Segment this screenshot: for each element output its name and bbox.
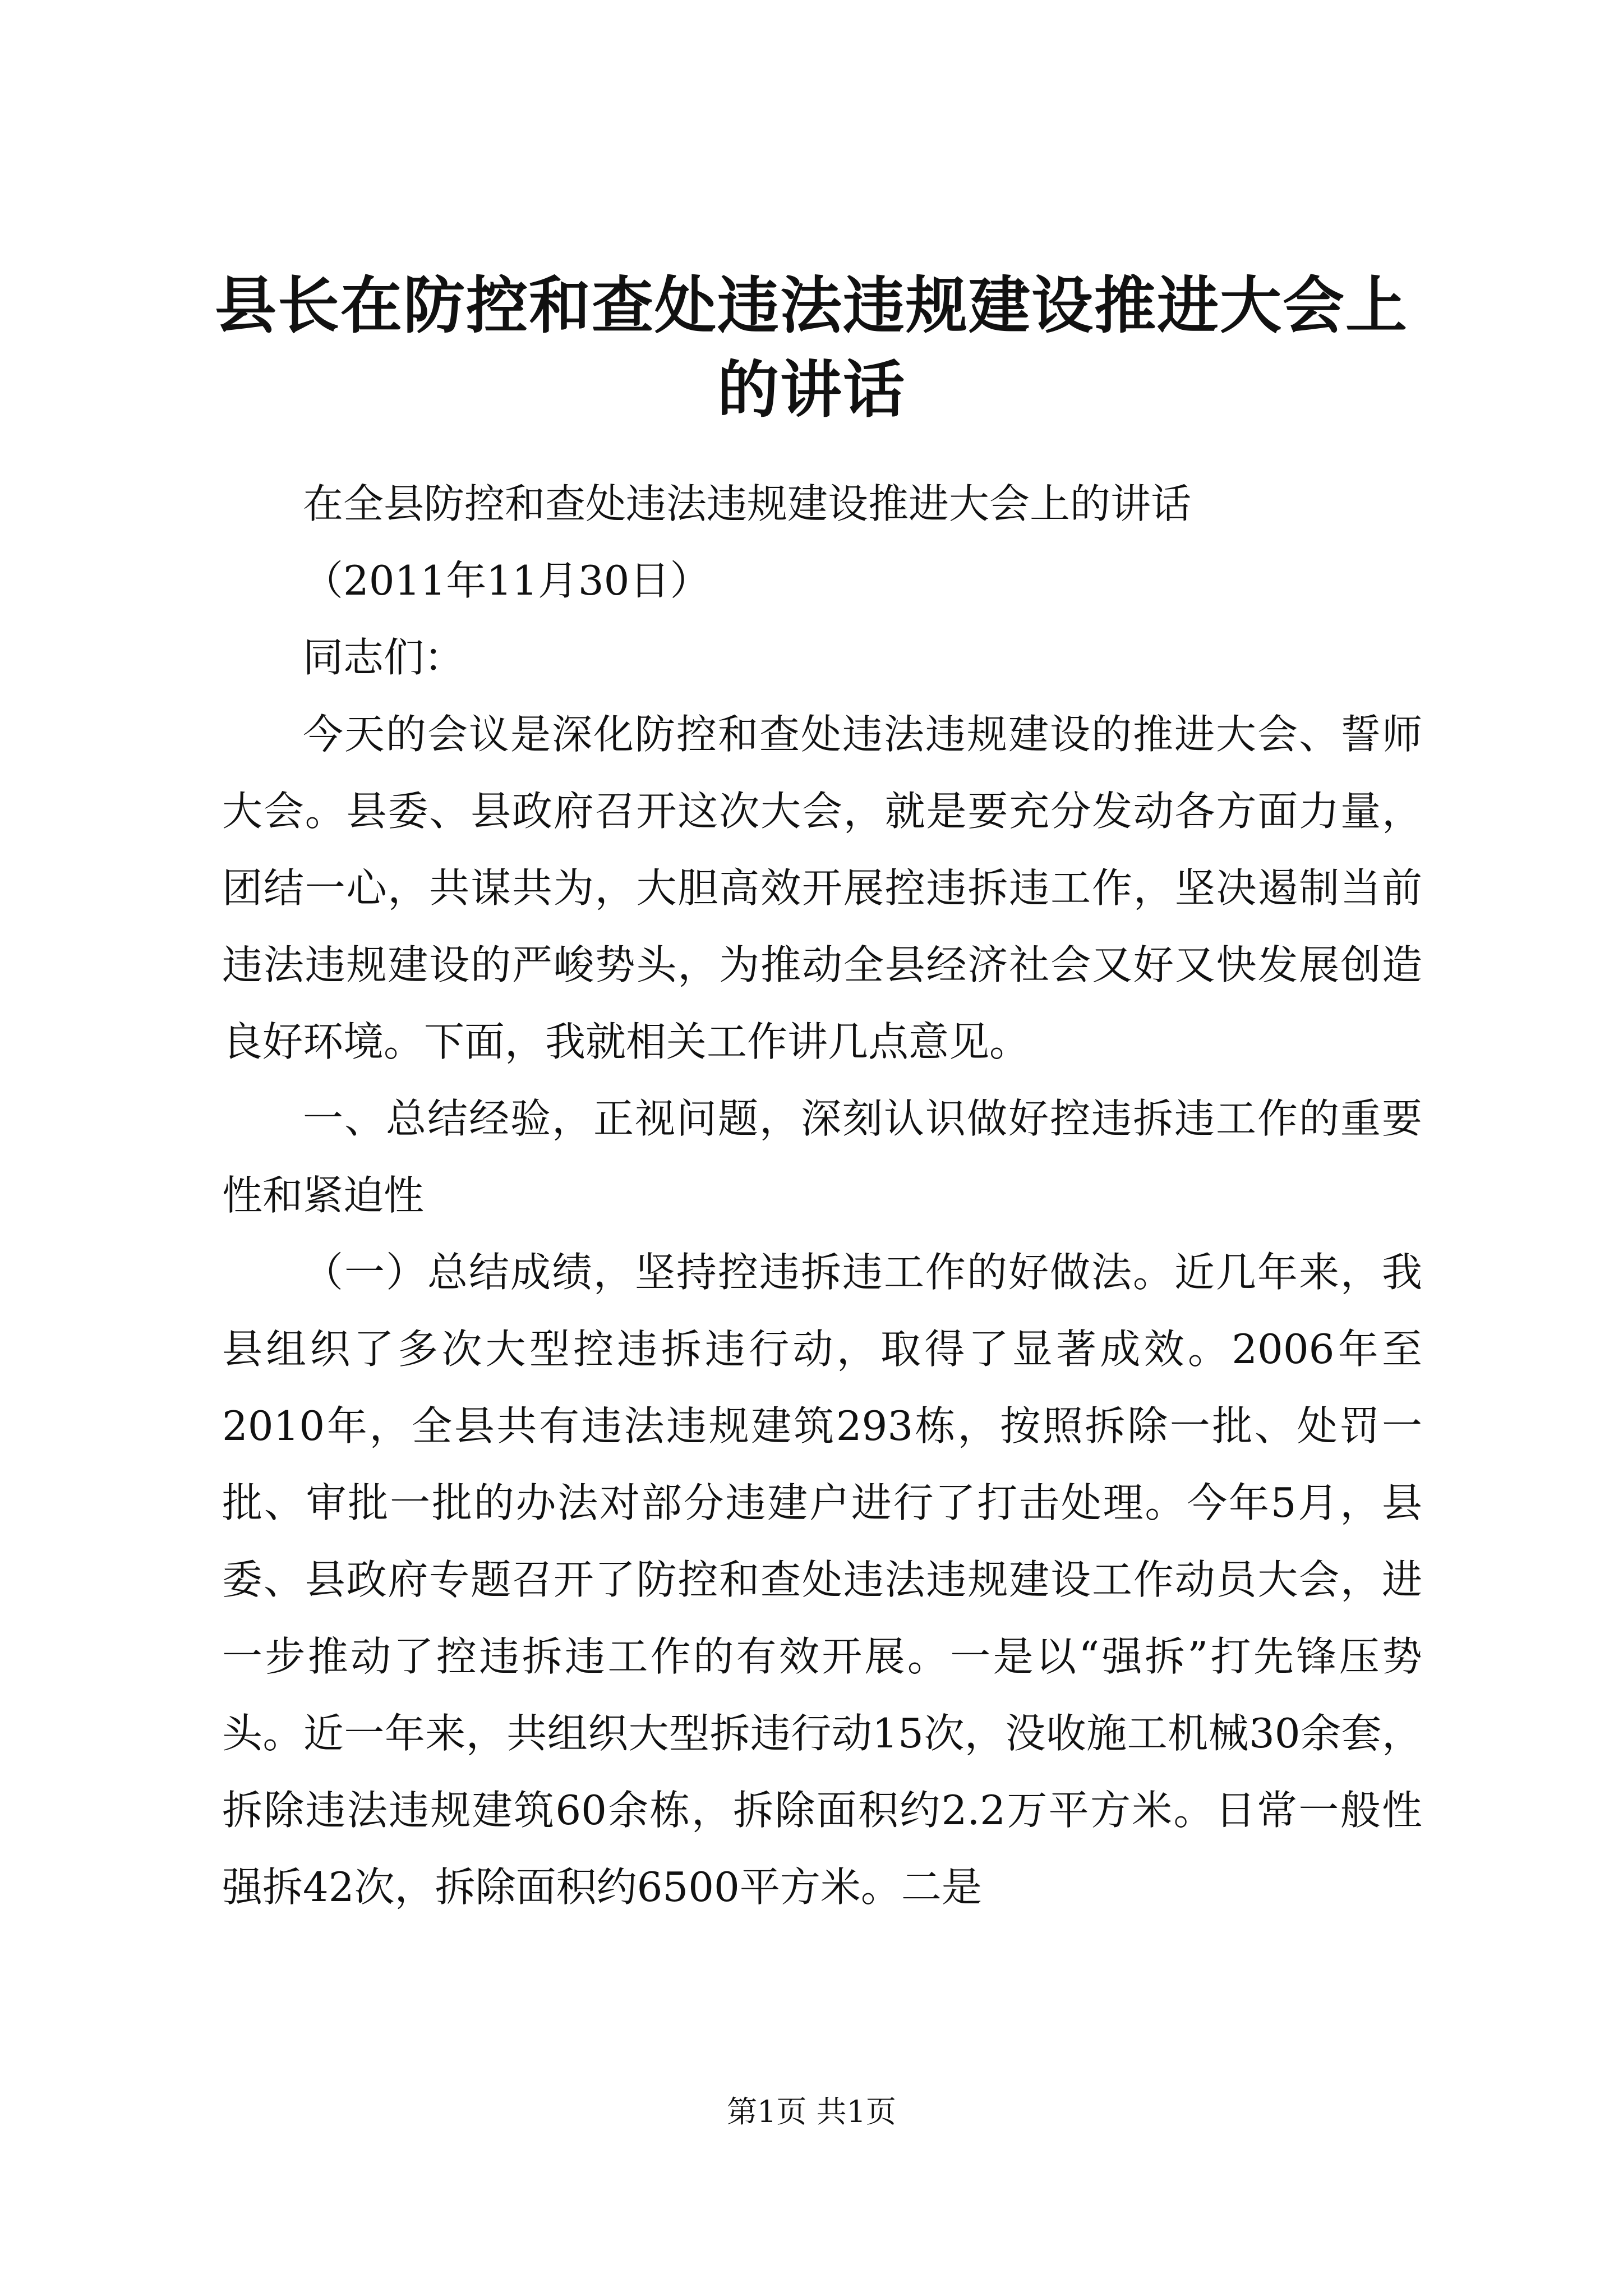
speech-date: （2011年11月30日）: [303, 557, 711, 604]
page-footer: 第1页 共1页: [727, 2094, 896, 2129]
document-title: 县长在防控和查处违法违规建设推进大会上的讲话: [215, 270, 1408, 426]
speech-heading: 在全县防控和查处违法违规建设推进大会上的讲话: [303, 480, 1192, 527]
section-paragraph: （一）总结成绩，坚持控违拆违工作的好做法。近几年来，我县组织了多次大型控违拆违行动，取得了显著成效。2006年至2010年，全县共有违法违规建筑293栋，按照拆除一批、处罚一批、审批一批的办法对部分违建户进行了打击处理。今年5月，县委、县政府专题召开了防控和查处违法违规建设工作动员大会，进一步推动了控违拆违工作的有效开展。一是以“强拆”打先锋压势头。近一年来，共组织大型拆违行动15次，没收施工机械30余套，拆除违法违规建筑60余栋，拆除面积约2.2万平方米。日常一般性强拆42次，拆除面积约6500平方米。二是: [222, 1249, 1422, 1911]
intro-paragraph: 今天的会议是深化防控和查处违法违规建设的推进大会、誓师大会。县委、县政府召开这次大会，就是要充分发动各方面力量，团结一心，共谋共为，大胆高效开展控违拆违工作，坚决遏制当前违法违规建设的严峻势头，为推动全县经济社会又好又快发展创造良好环境。下面，我就相关工作讲几点意见。: [222, 711, 1422, 1065]
salutation: 同志们：: [303, 634, 465, 681]
section-heading: 一、总结经验，正视问题，深刻认识做好控违拆违工作的重要性和紧迫性: [222, 1095, 1422, 1219]
document-body: [222, 466, 1422, 1926]
